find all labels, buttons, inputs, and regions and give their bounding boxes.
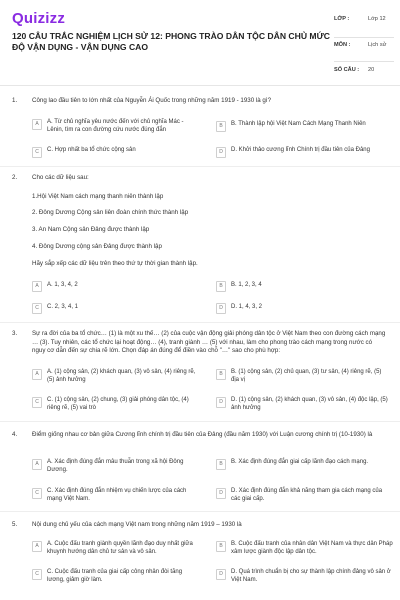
option-letter-box: A bbox=[32, 541, 42, 552]
option-text: C. (1) cộng sản, (2) chung, (3) giải phóng dân tộc, (4) riêng rẽ, (5) vai trò bbox=[47, 397, 189, 411]
question-2-list-item: 2. Đông Dương Cộng sản liên đoàn chính thức thành lập bbox=[32, 209, 189, 216]
meta-divider bbox=[334, 61, 394, 62]
option-text: A. (1) cộng sản, (2) khách quan, (3) vô sản, (4) riêng rẽ, (5) ảnh hưởng bbox=[47, 369, 196, 383]
option-letter-box: B bbox=[216, 121, 226, 132]
option-text: B. Thành lập hội Việt Nam Cách Mạng Thanh Niên bbox=[231, 121, 366, 127]
option-letter-box: D bbox=[216, 303, 226, 314]
option-text: B. Xác định đúng đắn giai cấp lãnh đạo cách mạng. bbox=[231, 459, 369, 465]
question-1-text: Công lao đầu tiên to lớn nhất của Nguyễn Ái Quốc trong những năm 1919 - 1930 là gì? bbox=[32, 97, 272, 104]
meta-count-value: 20 bbox=[368, 67, 375, 73]
question-4-number: 4. bbox=[12, 431, 18, 438]
option-letter-box: D bbox=[216, 569, 226, 580]
option-text: C. Hợp nhất ba tổ chức cộng sản bbox=[47, 147, 136, 153]
meta-subject-label: MÔN : bbox=[334, 42, 351, 48]
option-text: A. 1, 3, 4, 2 bbox=[47, 282, 78, 288]
question-3-number: 3. bbox=[12, 330, 18, 337]
option-text: B. 1, 2, 3, 4 bbox=[231, 282, 262, 288]
meta-count-label: SỐ CÂU : bbox=[334, 67, 360, 73]
option-text: C. Xác định đúng đắn nhiệm vụ chiến lược của cách mạng Việt Nam. bbox=[47, 488, 187, 502]
question-1-number: 1. bbox=[12, 97, 18, 104]
option-letter-box: C bbox=[32, 147, 42, 158]
option-letter-box: D bbox=[216, 397, 226, 408]
option-letter-box: B bbox=[216, 281, 226, 292]
meta-divider bbox=[334, 37, 394, 38]
question-2-list-item: 4. Đông Dương cộng sản Đảng được thành lập bbox=[32, 243, 162, 250]
question-divider bbox=[0, 322, 400, 323]
option-text: D. (1) cộng sản, (2) khách quan, (3) vô sản, (4) độc lập, (5) ảnh hưởng bbox=[231, 397, 388, 411]
question-divider bbox=[0, 166, 400, 167]
question-2-list-item: 1.Hội Việt Nam cách mạng thanh niên thành lập bbox=[32, 193, 164, 200]
option-letter-box: B bbox=[216, 459, 226, 470]
question-2-instruction: Hãy sắp xếp các dữ liệu trên theo thứ tự thời gian thành lập. bbox=[32, 260, 198, 267]
header-divider bbox=[0, 85, 400, 86]
option-letter-box: D bbox=[216, 488, 226, 499]
option-letter-box: D bbox=[216, 147, 226, 158]
option-letter-box: A bbox=[32, 369, 42, 380]
option-letter-box: B bbox=[216, 369, 226, 380]
option-letter-box: C bbox=[32, 303, 42, 314]
question-5-text: Nội dung chủ yếu của cách mạng Việt nam trong những năm 1919 – 1930 là bbox=[32, 521, 242, 528]
option-letter-box: C bbox=[32, 488, 42, 499]
option-letter-box: C bbox=[32, 569, 42, 580]
question-2-number: 2. bbox=[12, 174, 18, 181]
question-divider bbox=[0, 511, 400, 512]
option-text: D. Xác định đúng đắn khả năng tham gia cách mạng của các giai cấp. bbox=[231, 488, 383, 502]
option-text: D. Quá trình chuẩn bị cho sự thành lập chính đảng vô sản ở Việt Nam. bbox=[231, 569, 391, 583]
option-letter-box: A bbox=[32, 459, 42, 470]
option-letter-box: A bbox=[32, 281, 42, 292]
option-text: A. Xác định đúng đắn mâu thuẫn trong xã hội Đông Dương. bbox=[47, 459, 184, 473]
question-2-text: Cho các dữ liệu sau: bbox=[32, 174, 89, 181]
meta-grade-value: Lớp 12 bbox=[368, 16, 386, 22]
option-text: B. Cuộc đấu tranh của nhân dân Việt Nam và thực dân Pháp xâm lược giành độc lập dân tộc. bbox=[231, 541, 393, 555]
question-divider bbox=[0, 421, 400, 422]
option-text: B. (1) cộng sản, (2) chủ quan, (3) tư sản, (4) riêng rẽ, (5) địa vị bbox=[231, 369, 382, 383]
question-2-list-item: 3. An Nam Cộng sản Đảng được thành lập bbox=[32, 226, 150, 233]
question-5-number: 5. bbox=[12, 521, 18, 528]
worksheet-title: 120 CÂU TRẮC NGHIỆM LỊCH SỬ 12: PHONG TRÀO DÂN TỘC DÂN CHỦ MỨC ĐỘ VẬN DỤNG - VẬN DỤNG CAO bbox=[12, 31, 330, 52]
meta-grade-label: LỚP : bbox=[334, 16, 350, 22]
option-letter-box: B bbox=[216, 541, 226, 552]
option-text: C. Cuộc đấu tranh của giai cấp công nhân đòi tăng lương, giảm giờ làm. bbox=[47, 569, 183, 583]
meta-subject-value: Lịch sử bbox=[368, 42, 387, 48]
option-text: A. Cuộc đấu tranh giành quyền lãnh đạo duy nhất giữa khuynh hướng dân chủ tư sản và vô sản. bbox=[47, 541, 193, 555]
option-text: D. Khởi thảo cương lĩnh Chính trị đầu tiên của Đảng bbox=[231, 147, 370, 153]
option-text: A. Từ chủ nghĩa yêu nước đến với chủ nghĩa Mác - Lênin, tìm ra con đường cứu nước đúng đắn bbox=[47, 119, 184, 133]
option-text: D. 1, 4, 3, 2 bbox=[231, 304, 263, 310]
option-letter-box: A bbox=[32, 119, 42, 130]
question-3-text: Sự ra đời của ba tổ chức… (1) là một xu thế… (2) của cuộc vận động giải phóng dân tộc ở Việt Nam theo con đường cách mạng … (3). Tuy nhiên, các tổ chức lại hoạt động… (4), tranh giành … (5) với nhau, làm cho phong trào cách mạng trong nước có nguy cơ dẫn đến sự chia rẽ lớn. Chọn đáp án đúng để điền vào chỗ "…" sao cho phù hợp: bbox=[32, 330, 386, 355]
option-text: C. 2, 3, 4, 1 bbox=[47, 304, 79, 310]
question-4-text: Điểm giống nhau cơ bản giữa Cương lĩnh chính trị đầu tiên của Đảng (đầu năm 1930) với Luận cương chính trị (10-1930) là bbox=[32, 431, 373, 438]
quizizz-logo: Quizizz bbox=[12, 10, 66, 27]
option-letter-box: C bbox=[32, 397, 42, 408]
